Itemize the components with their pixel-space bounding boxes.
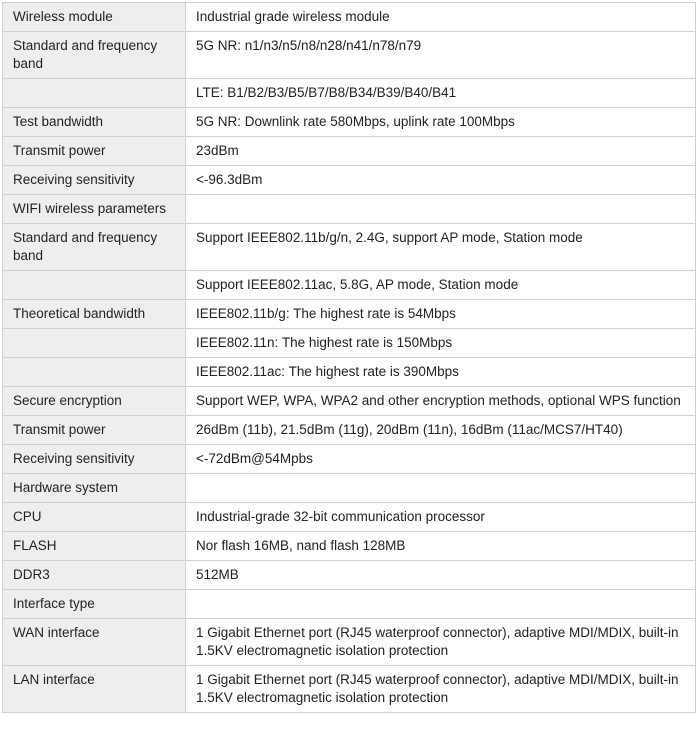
spec-row	[3, 32, 696, 79]
spec-row	[3, 445, 696, 474]
spec-label: Standard and frequency band	[3, 32, 186, 79]
spec-row	[3, 387, 696, 416]
spec-table-body	[3, 3, 696, 713]
spec-label: WAN interface	[3, 619, 186, 666]
spec-label: Test bandwidth	[3, 108, 186, 137]
spec-value	[186, 195, 696, 224]
spec-row	[3, 619, 696, 666]
spec-label: Standard and frequency band	[3, 224, 186, 271]
spec-row	[3, 532, 696, 561]
spec-label: Transmit power	[3, 137, 186, 166]
spec-row	[3, 329, 696, 358]
spec-row	[3, 358, 696, 387]
spec-value: Industrial-grade 32-bit communication processor	[186, 503, 696, 532]
spec-row	[3, 474, 696, 503]
spec-label: Receiving sensitivity	[3, 166, 186, 195]
spec-value: Nor flash 16MB, nand flash 128MB	[186, 532, 696, 561]
spec-label: WIFI wireless parameters	[3, 195, 186, 224]
spec-row	[3, 79, 696, 108]
spec-value: <-72dBm@54Mpbs	[186, 445, 696, 474]
spec-value: IEEE802.11ac: The highest rate is 390Mbps	[186, 358, 696, 387]
spec-label: Transmit power	[3, 416, 186, 445]
spec-value: 23dBm	[186, 137, 696, 166]
spec-value: IEEE802.11b/g: The highest rate is 54Mbps	[186, 300, 696, 329]
spec-row	[3, 166, 696, 195]
spec-value: <-96.3dBm	[186, 166, 696, 195]
spec-label: CPU	[3, 503, 186, 532]
spec-label: DDR3	[3, 561, 186, 590]
spec-label: FLASH	[3, 532, 186, 561]
spec-label	[3, 329, 186, 358]
spec-row	[3, 666, 696, 713]
spec-row	[3, 224, 696, 271]
spec-label: Wireless module	[3, 3, 186, 32]
spec-row	[3, 590, 696, 619]
spec-row	[3, 108, 696, 137]
spec-label	[3, 358, 186, 387]
spec-value: LTE: B1/B2/B3/B5/B7/B8/B34/B39/B40/B41	[186, 79, 696, 108]
spec-row	[3, 3, 696, 32]
spec-value: Support IEEE802.11ac, 5.8G, AP mode, Station mode	[186, 271, 696, 300]
spec-label	[3, 271, 186, 300]
spec-row	[3, 300, 696, 329]
spec-row	[3, 195, 696, 224]
spec-label: Receiving sensitivity	[3, 445, 186, 474]
spec-label: LAN interface	[3, 666, 186, 713]
spec-label: Theoretical bandwidth	[3, 300, 186, 329]
spec-label: Interface type	[3, 590, 186, 619]
spec-row	[3, 271, 696, 300]
spec-value: 5G NR: n1/n3/n5/n8/n28/n41/n78/n79	[186, 32, 696, 79]
spec-value: 1 Gigabit Ethernet port (RJ45 waterproof connector), adaptive MDI/MDIX, built-in 1.5KV electromagnetic isolation protection	[186, 666, 696, 713]
spec-value: Support IEEE802.11b/g/n, 2.4G, support AP mode, Station mode	[186, 224, 696, 271]
spec-value	[186, 590, 696, 619]
spec-value: 26dBm (11b), 21.5dBm (11g), 20dBm (11n), 16dBm (11ac/MCS7/HT40)	[186, 416, 696, 445]
spec-row	[3, 503, 696, 532]
spec-row	[3, 416, 696, 445]
spec-value: 5G NR: Downlink rate 580Mbps, uplink rate 100Mbps	[186, 108, 696, 137]
spec-table	[2, 2, 696, 713]
spec-value: Industrial grade wireless module	[186, 3, 696, 32]
spec-value: 512MB	[186, 561, 696, 590]
spec-value: IEEE802.11n: The highest rate is 150Mbps	[186, 329, 696, 358]
spec-value: Support WEP, WPA, WPA2 and other encryption methods, optional WPS function	[186, 387, 696, 416]
spec-value	[186, 474, 696, 503]
spec-value: 1 Gigabit Ethernet port (RJ45 waterproof connector), adaptive MDI/MDIX, built-in 1.5KV electromagnetic isolation protection	[186, 619, 696, 666]
spec-row	[3, 561, 696, 590]
spec-label	[3, 79, 186, 108]
spec-label: Hardware system	[3, 474, 186, 503]
spec-label: Secure encryption	[3, 387, 186, 416]
spec-row	[3, 137, 696, 166]
